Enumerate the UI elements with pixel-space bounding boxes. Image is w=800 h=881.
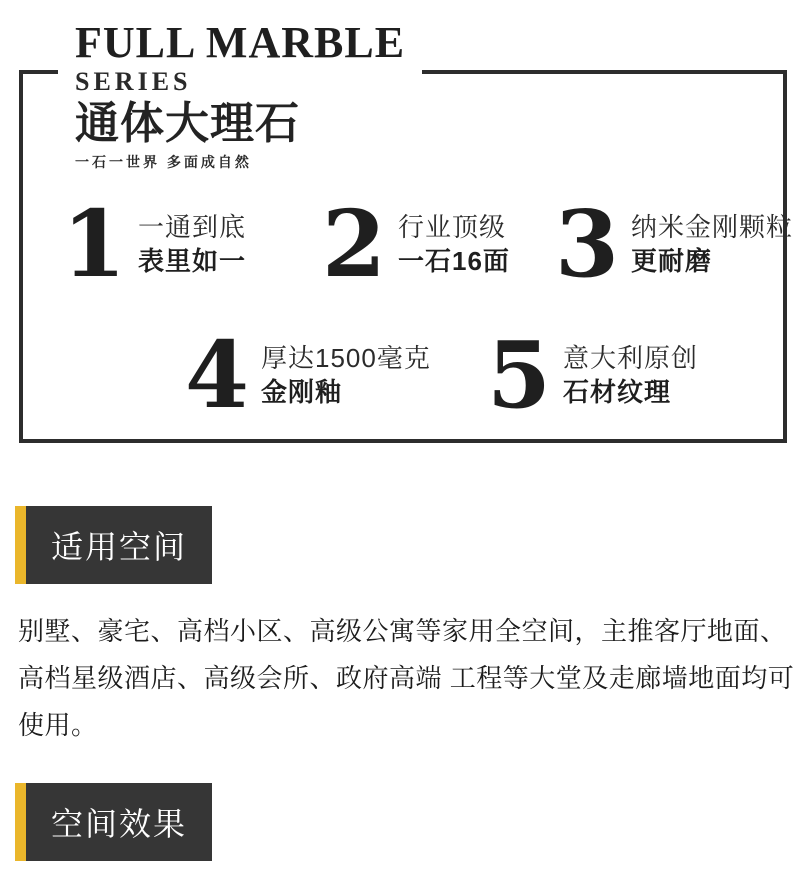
- feature-number-2: 2: [322, 190, 387, 298]
- section-header-effect: [15, 783, 212, 861]
- section-header-effect-box: [26, 783, 212, 861]
- feature-4-line2: 金刚釉: [261, 376, 343, 407]
- feature-3-line1: 纳米金刚颗粒: [631, 211, 794, 242]
- feature-text-4: [261, 342, 431, 407]
- usage-paragraph-line: 高档星级酒店、高级会所、政府高端 工程等大堂及走廊墙地面均可: [18, 663, 795, 693]
- section-header-effect-label: 空间效果: [50, 806, 187, 842]
- hero-panel: [19, 18, 794, 443]
- feature-1-line2: 表里如一: [138, 245, 247, 276]
- feature-item-1: [62, 190, 247, 298]
- feature-item-5: [487, 321, 699, 429]
- feature-text-3: [631, 211, 794, 276]
- feature-number-1: 1: [62, 190, 127, 298]
- title-english: FULL MARBLE: [75, 18, 406, 67]
- title-tagline: 一石一世界 多面成自然: [75, 154, 252, 170]
- feature-item-3: [555, 190, 794, 298]
- feature-item-2: [322, 190, 510, 298]
- feature-4-line1: 厚达1500毫克: [261, 342, 431, 373]
- feature-text-5: [563, 342, 699, 407]
- feature-5-line1: 意大利原创: [563, 342, 699, 373]
- section-header-usage-label: 适用空间: [50, 529, 187, 565]
- feature-2-line1: 行业顶级: [398, 211, 507, 242]
- feature-text-1: [138, 211, 247, 276]
- feature-item-4: [185, 321, 431, 429]
- title-block: [58, 20, 422, 174]
- feature-5-line2: 石材纹理: [563, 376, 672, 407]
- feature-number-3: 3: [555, 190, 620, 298]
- usage-paragraph: [18, 608, 793, 749]
- yellow-accent-bar: [15, 783, 26, 861]
- feature-3-line2: 更耐磨: [631, 245, 713, 276]
- yellow-accent-bar: [15, 506, 26, 584]
- feature-text-2: [398, 211, 510, 276]
- usage-paragraph-line: 使用。: [18, 710, 98, 740]
- title-chinese: 通体大理石: [75, 99, 300, 148]
- feature-number-4: 4: [185, 321, 250, 429]
- title-series: SERIES: [75, 67, 192, 96]
- feature-1-line1: 一通到底: [138, 211, 247, 242]
- feature-2-line2: 一石16面: [398, 245, 510, 276]
- section-header-usage-box: [26, 506, 212, 584]
- section-header-usage: [15, 506, 212, 584]
- usage-paragraph-line: 别墅、豪宅、高档小区、高级公寓等家用全空间，主推客厅地面、: [18, 616, 787, 646]
- feature-number-5: 5: [487, 321, 552, 429]
